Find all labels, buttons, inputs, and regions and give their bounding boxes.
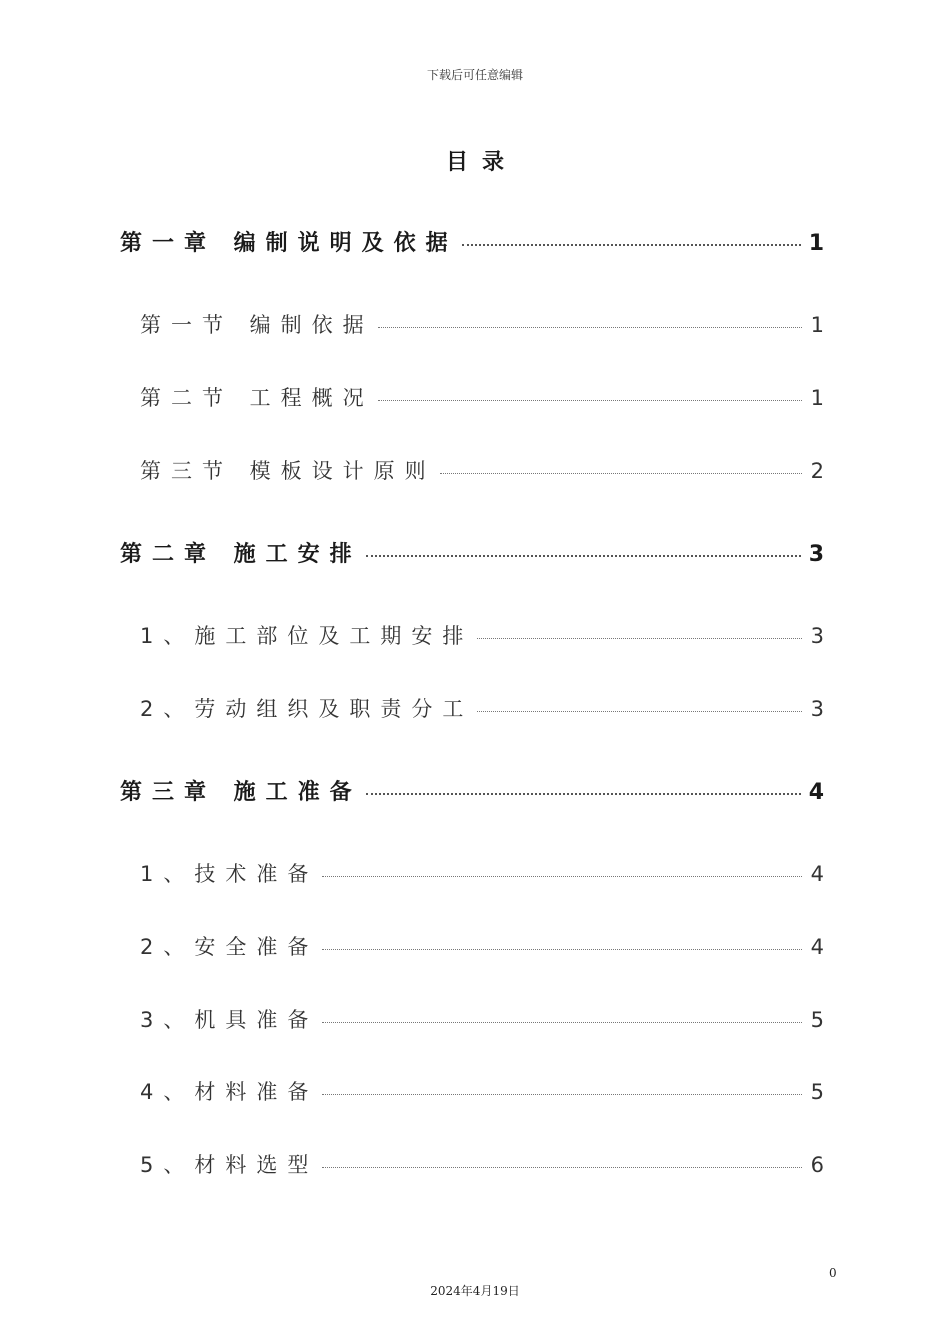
- toc-entry-page: 5: [810, 1080, 824, 1104]
- toc-leader-dots: [378, 327, 802, 328]
- toc-leader-dots: [462, 244, 801, 246]
- toc-entry-label: 4、材料准备: [140, 1080, 319, 1104]
- toc-entry-page: 3: [810, 624, 824, 648]
- toc-entry-chapter-2[interactable]: [120, 537, 824, 569]
- toc-entry-section[interactable]: [140, 693, 824, 725]
- toc-entry-label: 2、安全准备: [140, 935, 319, 959]
- toc-entry-label: 第二章 施工安排: [120, 542, 362, 567]
- toc-entry-section[interactable]: [140, 1004, 824, 1036]
- toc-entry-chapter-3[interactable]: [120, 775, 824, 807]
- toc-entry-label: 3、机具准备: [140, 1008, 319, 1032]
- toc-entry-label: 第三节 模板设计原则: [140, 459, 436, 483]
- footer-date: 2024年4月19日: [430, 1284, 520, 1298]
- toc-entry-label: 第二节 工程概况: [140, 386, 374, 410]
- toc-entry-section[interactable]: [140, 1149, 824, 1181]
- toc-entry-page: 5: [810, 1008, 824, 1032]
- toc-title: 目录: [445, 150, 518, 175]
- toc-leader-dots: [322, 1094, 802, 1095]
- toc-entry-page: 1: [808, 231, 824, 256]
- toc-leader-dots: [440, 473, 802, 474]
- toc-entry-label: 1、施工部位及工期安排: [140, 624, 474, 648]
- toc-leader-dots: [322, 949, 802, 950]
- toc-entry-page: 3: [808, 542, 824, 567]
- toc-entry-section[interactable]: [140, 858, 824, 890]
- toc-entry-label: 2、劳动组织及职责分工: [140, 697, 474, 721]
- toc-entry-page: 4: [808, 780, 824, 805]
- toc-entry-section[interactable]: [140, 382, 824, 414]
- header-note: 下载后可任意编辑: [426, 68, 523, 82]
- toc-entry-page: 1: [810, 313, 824, 337]
- toc-entry-label: 第三章 施工准备: [120, 780, 362, 805]
- toc-leader-dots: [477, 638, 802, 639]
- toc-entry-section[interactable]: [140, 620, 824, 652]
- toc-entry-page: 6: [810, 1153, 824, 1177]
- toc-leader-dots: [477, 711, 802, 712]
- toc-entry-label: 第一章 编制说明及依据: [120, 231, 458, 256]
- toc-leader-dots: [366, 793, 801, 795]
- toc-entry-page: 1: [810, 386, 824, 410]
- page-number: 0: [829, 1266, 837, 1280]
- toc-entry-label: 1、技术准备: [140, 862, 319, 886]
- toc-leader-dots: [378, 400, 802, 401]
- toc-entry-section[interactable]: [140, 455, 824, 487]
- toc-leader-dots: [322, 1022, 802, 1023]
- toc-leader-dots: [366, 555, 801, 557]
- toc-entry-label: 第一节 编制依据: [140, 313, 374, 337]
- toc-entry-label: 5、材料选型: [140, 1153, 319, 1177]
- toc-entry-section[interactable]: [140, 309, 824, 341]
- toc-entry-page: 4: [810, 935, 824, 959]
- toc-leader-dots: [322, 876, 802, 877]
- toc-entry-chapter-1[interactable]: [120, 226, 824, 258]
- toc-leader-dots: [322, 1167, 802, 1168]
- toc-entry-page: 3: [810, 697, 824, 721]
- toc-entry-section[interactable]: [140, 1076, 824, 1108]
- toc-entry-page: 4: [810, 862, 824, 886]
- toc-entry-section[interactable]: [140, 931, 824, 963]
- toc-entry-page: 2: [810, 459, 824, 483]
